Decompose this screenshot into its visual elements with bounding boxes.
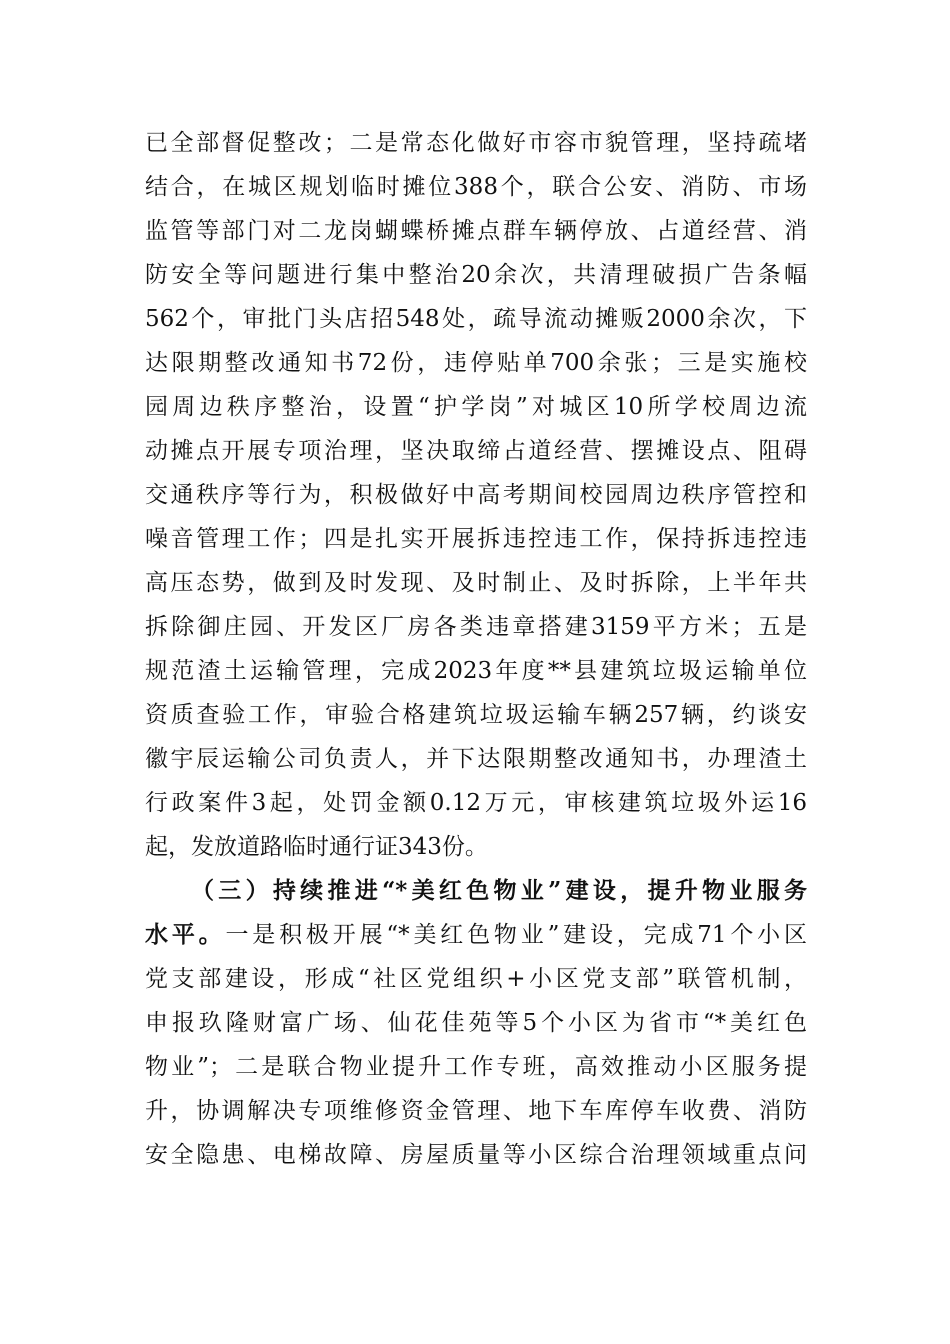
text-line: 已全部督促整改；二是常态化做好市容市貌管理，坚持疏堵: [145, 130, 807, 156]
section-heading-end: 水平。: [145, 921, 226, 948]
text-line: 高压态势，做到及时发现、及时制止、及时拆除，上半年共: [145, 570, 807, 596]
text-line: 安全隐患、电梯故障、房屋质量等小区综合治理领域重点问: [145, 1142, 807, 1168]
section-heading: （三）持续推进“*美红色物业”建设，提升物业服务: [191, 877, 807, 904]
text-line: 噪音管理工作；四是扎实开展拆违控违工作，保持拆违控违: [145, 526, 807, 552]
text-line: 达限期整改通知书72份，违停贴单700余张；三是实施校: [145, 350, 807, 376]
text-line: 物业”；二是联合物业提升工作专班，高效推动小区服务提: [145, 1054, 807, 1080]
text-line: 拆除御庄园、开发区厂房各类违章搭建3159平方米；五是: [145, 614, 807, 640]
text-line: 资质查验工作，审验合格建筑垃圾运输车辆257辆，约谈安: [145, 702, 807, 728]
text-line: 规范渣土运输管理，完成2023年度**县建筑垃圾运输单位: [145, 658, 807, 684]
text-line: 防安全等问题进行集中整治20余次，共清理破损广告条幅: [145, 262, 807, 288]
text-line: 交通秩序等行为，积极做好中高考期间校园周边秩序管控和: [145, 482, 807, 508]
text-line: 升，协调解决专项维修资金管理、地下车库停车收费、消防: [145, 1098, 807, 1124]
text-line: [145, 913, 807, 957]
text-line: 结合，在城区规划临时摊位388个，联合公安、消防、市场: [145, 174, 807, 200]
text-line: 徽宇辰运输公司负责人，并下达限期整改通知书，办理渣土: [145, 746, 807, 772]
text-line: 动摊点开展专项治理，坚决取缔占道经营、摆摊设点、阻碍: [145, 438, 807, 464]
text-line: 562个，审批门头店招548处，疏导流动摊贩2000余次，下: [145, 306, 807, 332]
text-line: 党支部建设，形成“社区党组织+小区党支部”联管机制，: [145, 966, 807, 992]
body-text: [145, 121, 807, 1177]
text-line: 园周边秩序整治，设置“护学岗”对城区10所学校周边流: [145, 394, 807, 420]
text-line-rest: 一是积极开展“*美红色物业”建设，完成71个小区: [225, 922, 807, 948]
text-line: 起，发放道路临时通行证343份。: [145, 834, 488, 860]
text-line: 监管等部门对二龙岗蝴蝶桥摊点群车辆停放、占道经营、消: [145, 218, 807, 244]
text-line: 行政案件3起，处罚金额0.12万元，审核建筑垃圾外运16: [145, 790, 807, 816]
text-line: 申报玖隆财富广场、仙花佳苑等5个小区为省市“*美红色: [145, 1010, 807, 1036]
